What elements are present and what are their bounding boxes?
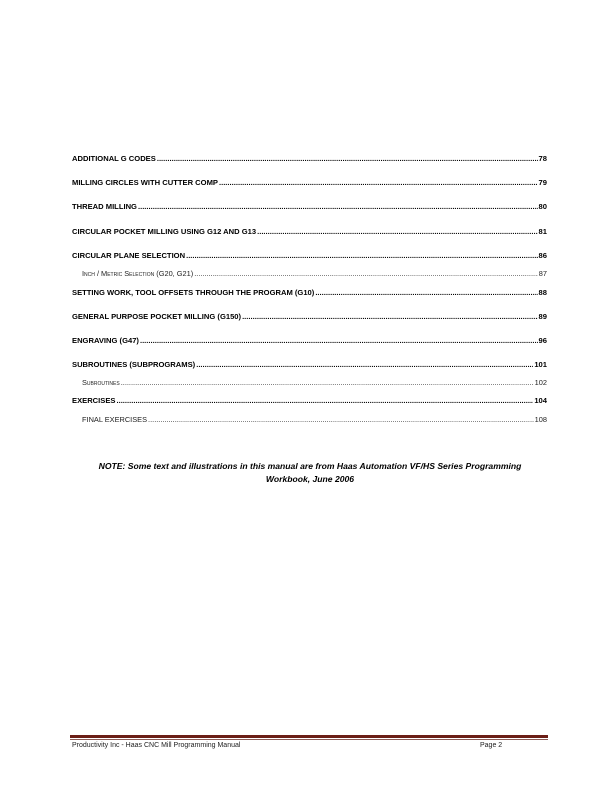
toc-entry-page: 81 — [538, 227, 547, 236]
page-number: Page 2 — [480, 742, 503, 749]
toc-entry-page: 96 — [538, 336, 547, 345]
toc-entry[interactable] — [72, 226, 547, 238]
toc-entry-page: 80 — [538, 202, 547, 211]
toc-entry-page: 104 — [534, 396, 547, 405]
toc-entry-page: 101 — [534, 360, 547, 369]
toc-entry[interactable] — [72, 201, 547, 213]
toc-entry[interactable] — [72, 335, 547, 347]
toc-entry-title: GENERAL PURPOSE POCKET MILLING (G150) — [72, 312, 242, 321]
toc-leader-dots — [242, 311, 537, 323]
toc-subentry[interactable] — [82, 414, 547, 426]
toc-subentry[interactable] — [82, 377, 547, 389]
toc-leader-dots — [140, 335, 538, 347]
toc-entry-page: 87 — [538, 269, 547, 278]
toc-entry-page: 79 — [538, 178, 547, 187]
footer-rule — [70, 735, 548, 738]
toc-leader-dots — [219, 177, 538, 189]
toc-entry-page: 88 — [538, 288, 547, 297]
toc-leader-dots — [194, 268, 538, 280]
toc-entry-title: Subroutines — [82, 378, 120, 387]
toc-leader-dots — [257, 226, 537, 238]
toc-entry-title: ADDITIONAL G CODES — [72, 154, 156, 163]
toc-entry-title: ENGRAVING (G47) — [72, 336, 139, 345]
toc-entry-title: SETTING WORK, TOOL OFFSETS THROUGH THE PROGRAM (G10) — [72, 288, 315, 297]
toc-entry-title: CIRCULAR POCKET MILLING USING G12 AND G13 — [72, 227, 257, 236]
toc-entry[interactable] — [72, 311, 547, 323]
toc-leader-dots — [196, 359, 533, 371]
toc-entry[interactable] — [72, 395, 547, 407]
toc-entry-page: 108 — [534, 415, 547, 424]
toc-entry-title: THREAD MILLING — [72, 202, 137, 211]
toc-leader-dots — [138, 201, 538, 213]
toc-entry[interactable] — [72, 250, 547, 262]
toc-entry[interactable] — [72, 153, 547, 165]
source-note — [60, 460, 560, 485]
toc-leader-dots — [121, 377, 534, 389]
toc-entry-page: 89 — [538, 312, 547, 321]
toc-entry[interactable] — [72, 359, 547, 371]
source-note-line-1: NOTE: Some text and illustrations in this manual are from Haas Automation VF/HS Series Programming — [98, 461, 522, 471]
toc-entry-title: CIRCULAR PLANE SELECTION — [72, 251, 186, 260]
toc-entry-title: MILLING CIRCLES WITH CUTTER COMP — [72, 178, 218, 187]
toc-entry[interactable] — [72, 287, 547, 299]
toc-leader-dots — [148, 414, 534, 426]
toc-leader-dots — [116, 395, 533, 407]
toc-entry-title: SUBROUTINES (SUBPROGRAMS) — [72, 360, 196, 369]
toc-leader-dots — [157, 153, 538, 165]
footer-rule-thin — [70, 739, 548, 740]
toc-subentry[interactable] — [82, 268, 547, 280]
footer-title: Productivity Inc - Haas CNC Mill Programming Manual — [72, 742, 241, 749]
source-note-line-2: Workbook, June 2006 — [265, 473, 355, 484]
toc-leader-dots — [315, 287, 537, 299]
toc-entry-page: 102 — [534, 378, 547, 387]
toc-entry-title: FINAL EXERCISES — [82, 415, 148, 424]
toc-entry[interactable] — [72, 177, 547, 189]
toc-entry-page: 78 — [538, 154, 547, 163]
toc-entry-page: 86 — [538, 251, 547, 260]
toc-leader-dots — [186, 250, 537, 262]
toc-entry-title: EXERCISES — [72, 396, 116, 405]
toc-entry-title: Inch / Metric Selection (G20, G21) — [82, 269, 194, 278]
